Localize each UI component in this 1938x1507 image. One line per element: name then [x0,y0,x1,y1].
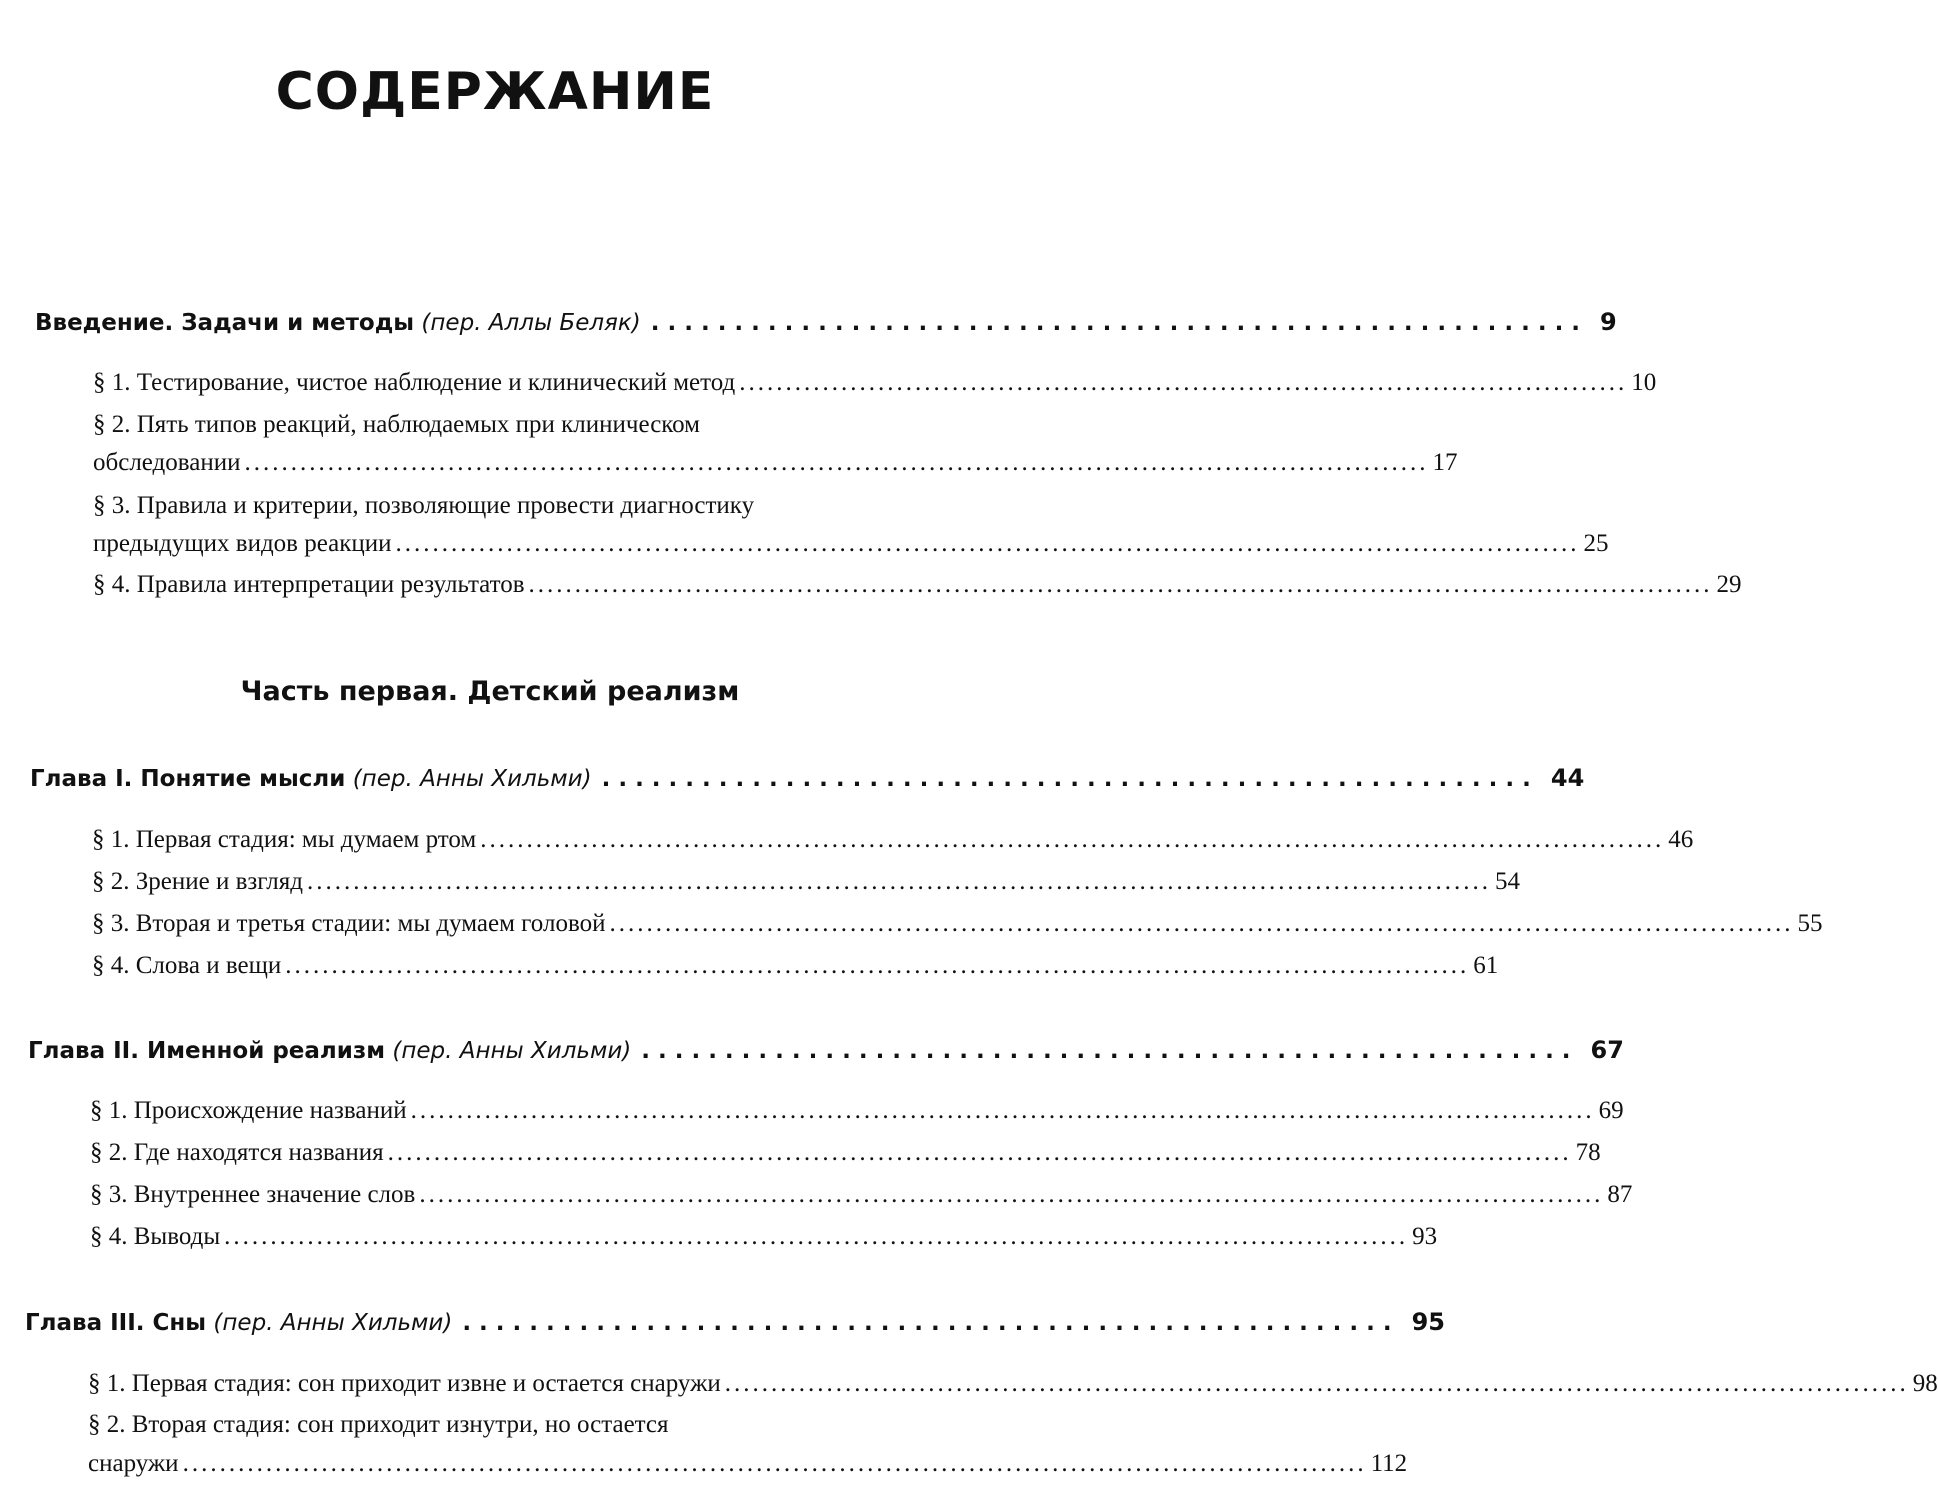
section-page: 10 [1631,369,1657,396]
dot-leader: ................................................................................................................................ [285,952,1470,979]
section-title: обследовании [93,449,241,476]
dot-leader: ................................................................................................................................ [419,1181,1604,1208]
entry-page: 95 [1411,1308,1446,1336]
entry-title: Введение. Задачи и методы [35,310,415,336]
toc-section[interactable] [88,1450,1408,1478]
toc-entry-intro[interactable] [35,308,1617,336]
section-title: § 1. Первая стадия: сон приходит извне и остается снаружи [88,1370,721,1397]
section-page: 112 [1370,1450,1408,1477]
section-title: § 1. Происхождение названий [90,1097,407,1124]
dot-leader: ........................................................ [641,1038,1579,1064]
entry-title: Глава II. Именной реализм [28,1038,386,1064]
toc-entry-chapter-2[interactable] [28,1036,1624,1064]
section-title: § 3. Внутреннее значение слов [90,1181,416,1208]
section-page: 29 [1716,571,1742,598]
entry-translator: (пер. Анны Хильми) [213,1310,453,1336]
dot-leader: ................................................................................................................................ [528,571,1713,598]
section-page: 98 [1912,1370,1938,1397]
entry-translator: (пер. Анны Хильми) [352,766,592,792]
entry-page: 9 [1600,308,1617,336]
toc-section[interactable] [90,1181,1633,1209]
toc-section[interactable] [90,1097,1624,1125]
section-title-line: § 2. Пять типов реакций, наблюдаемых при клиническом [93,411,701,438]
dot-leader: ................................................................................................................................ [410,1097,1595,1124]
part-title: Часть первая. Детский реализм [240,676,740,707]
toc-entry-chapter-1[interactable] [30,764,1585,792]
entry-title: Глава III. Сны [25,1310,207,1336]
entry-translator: (пер. Анны Хильми) [392,1038,632,1064]
toc-section[interactable] [92,826,1694,854]
dot-leader: ................................................................................................................................ [480,826,1665,853]
section-title: предыдущих видов реакции [93,530,392,557]
section-page: 87 [1607,1181,1633,1208]
toc-entry-chapter-3[interactable] [25,1308,1446,1336]
dot-leader: ................................................................................................................................ [182,1450,1367,1477]
section-page: 61 [1473,952,1499,979]
entry-page: 67 [1590,1036,1624,1064]
section-title: § 2. Зрение и взгляд [92,868,303,895]
dot-leader: ................................................................................................................................ [224,1223,1409,1250]
section-page: 46 [1668,826,1694,853]
section-page: 17 [1432,449,1458,476]
section-title: § 2. Где находятся названия [90,1139,384,1166]
section-title: § 1. Тестирование, чистое наблюдение и клинический метод [93,369,736,396]
toc-section[interactable] [92,868,1520,896]
section-page: 55 [1797,910,1823,937]
section-title-line: § 2. Вторая стадия: сон приходит изнутри, но остается [88,1411,669,1438]
section-page: 25 [1583,530,1609,557]
toc-section[interactable] [93,530,1609,558]
dot-leader: ................................................................................................................................ [724,1370,1909,1397]
section-title: § 1. Первая стадия: мы думаем ртом [92,826,477,853]
section-page: 54 [1494,868,1520,895]
dot-leader: ................................................................................................................................ [387,1139,1572,1166]
dot-leader: ................................................................................................................................ [306,868,1491,895]
toc-section[interactable] [93,369,1657,397]
entry-title: Глава I. Понятие мысли [30,766,346,792]
toc-section[interactable] [93,571,1742,599]
section-title: § 3. Вторая и третья стадии: мы думаем головой [92,910,606,937]
dot-leader: ................................................................................................ [739,369,1628,396]
dot-leader: ................................................................................................................................ [244,449,1429,476]
toc-section[interactable] [88,1370,1938,1398]
toc-section[interactable] [92,952,1499,980]
section-page: 93 [1412,1223,1438,1250]
dot-leader: ........................................................ [650,310,1589,336]
dot-leader: ................................................................................................................................ [609,910,1794,937]
dot-leader: ................................................................................................................................ [395,530,1580,557]
section-title: § 4. Правила интерпретации результатов [93,571,525,598]
dot-leader: ........................................................ [462,1310,1400,1336]
section-title-line: § 3. Правила и критерии, позволяющие провести диагностику [93,492,755,519]
toc-section[interactable] [90,1139,1601,1167]
section-title: § 4. Слова и вещи [92,952,282,979]
toc-section[interactable] [93,449,1458,477]
section-page: 78 [1575,1139,1601,1166]
toc-section[interactable] [92,910,1823,938]
toc-section[interactable] [90,1223,1438,1251]
section-title: снаружи [88,1450,179,1477]
page-title: СОДЕРЖАНИЕ [275,62,715,122]
entry-page: 44 [1550,764,1585,792]
dot-leader: ........................................................ [601,766,1539,792]
section-title: § 4. Выводы [90,1223,221,1250]
section-page: 69 [1598,1097,1624,1124]
entry-translator: (пер. Аллы Беляк) [421,310,641,336]
